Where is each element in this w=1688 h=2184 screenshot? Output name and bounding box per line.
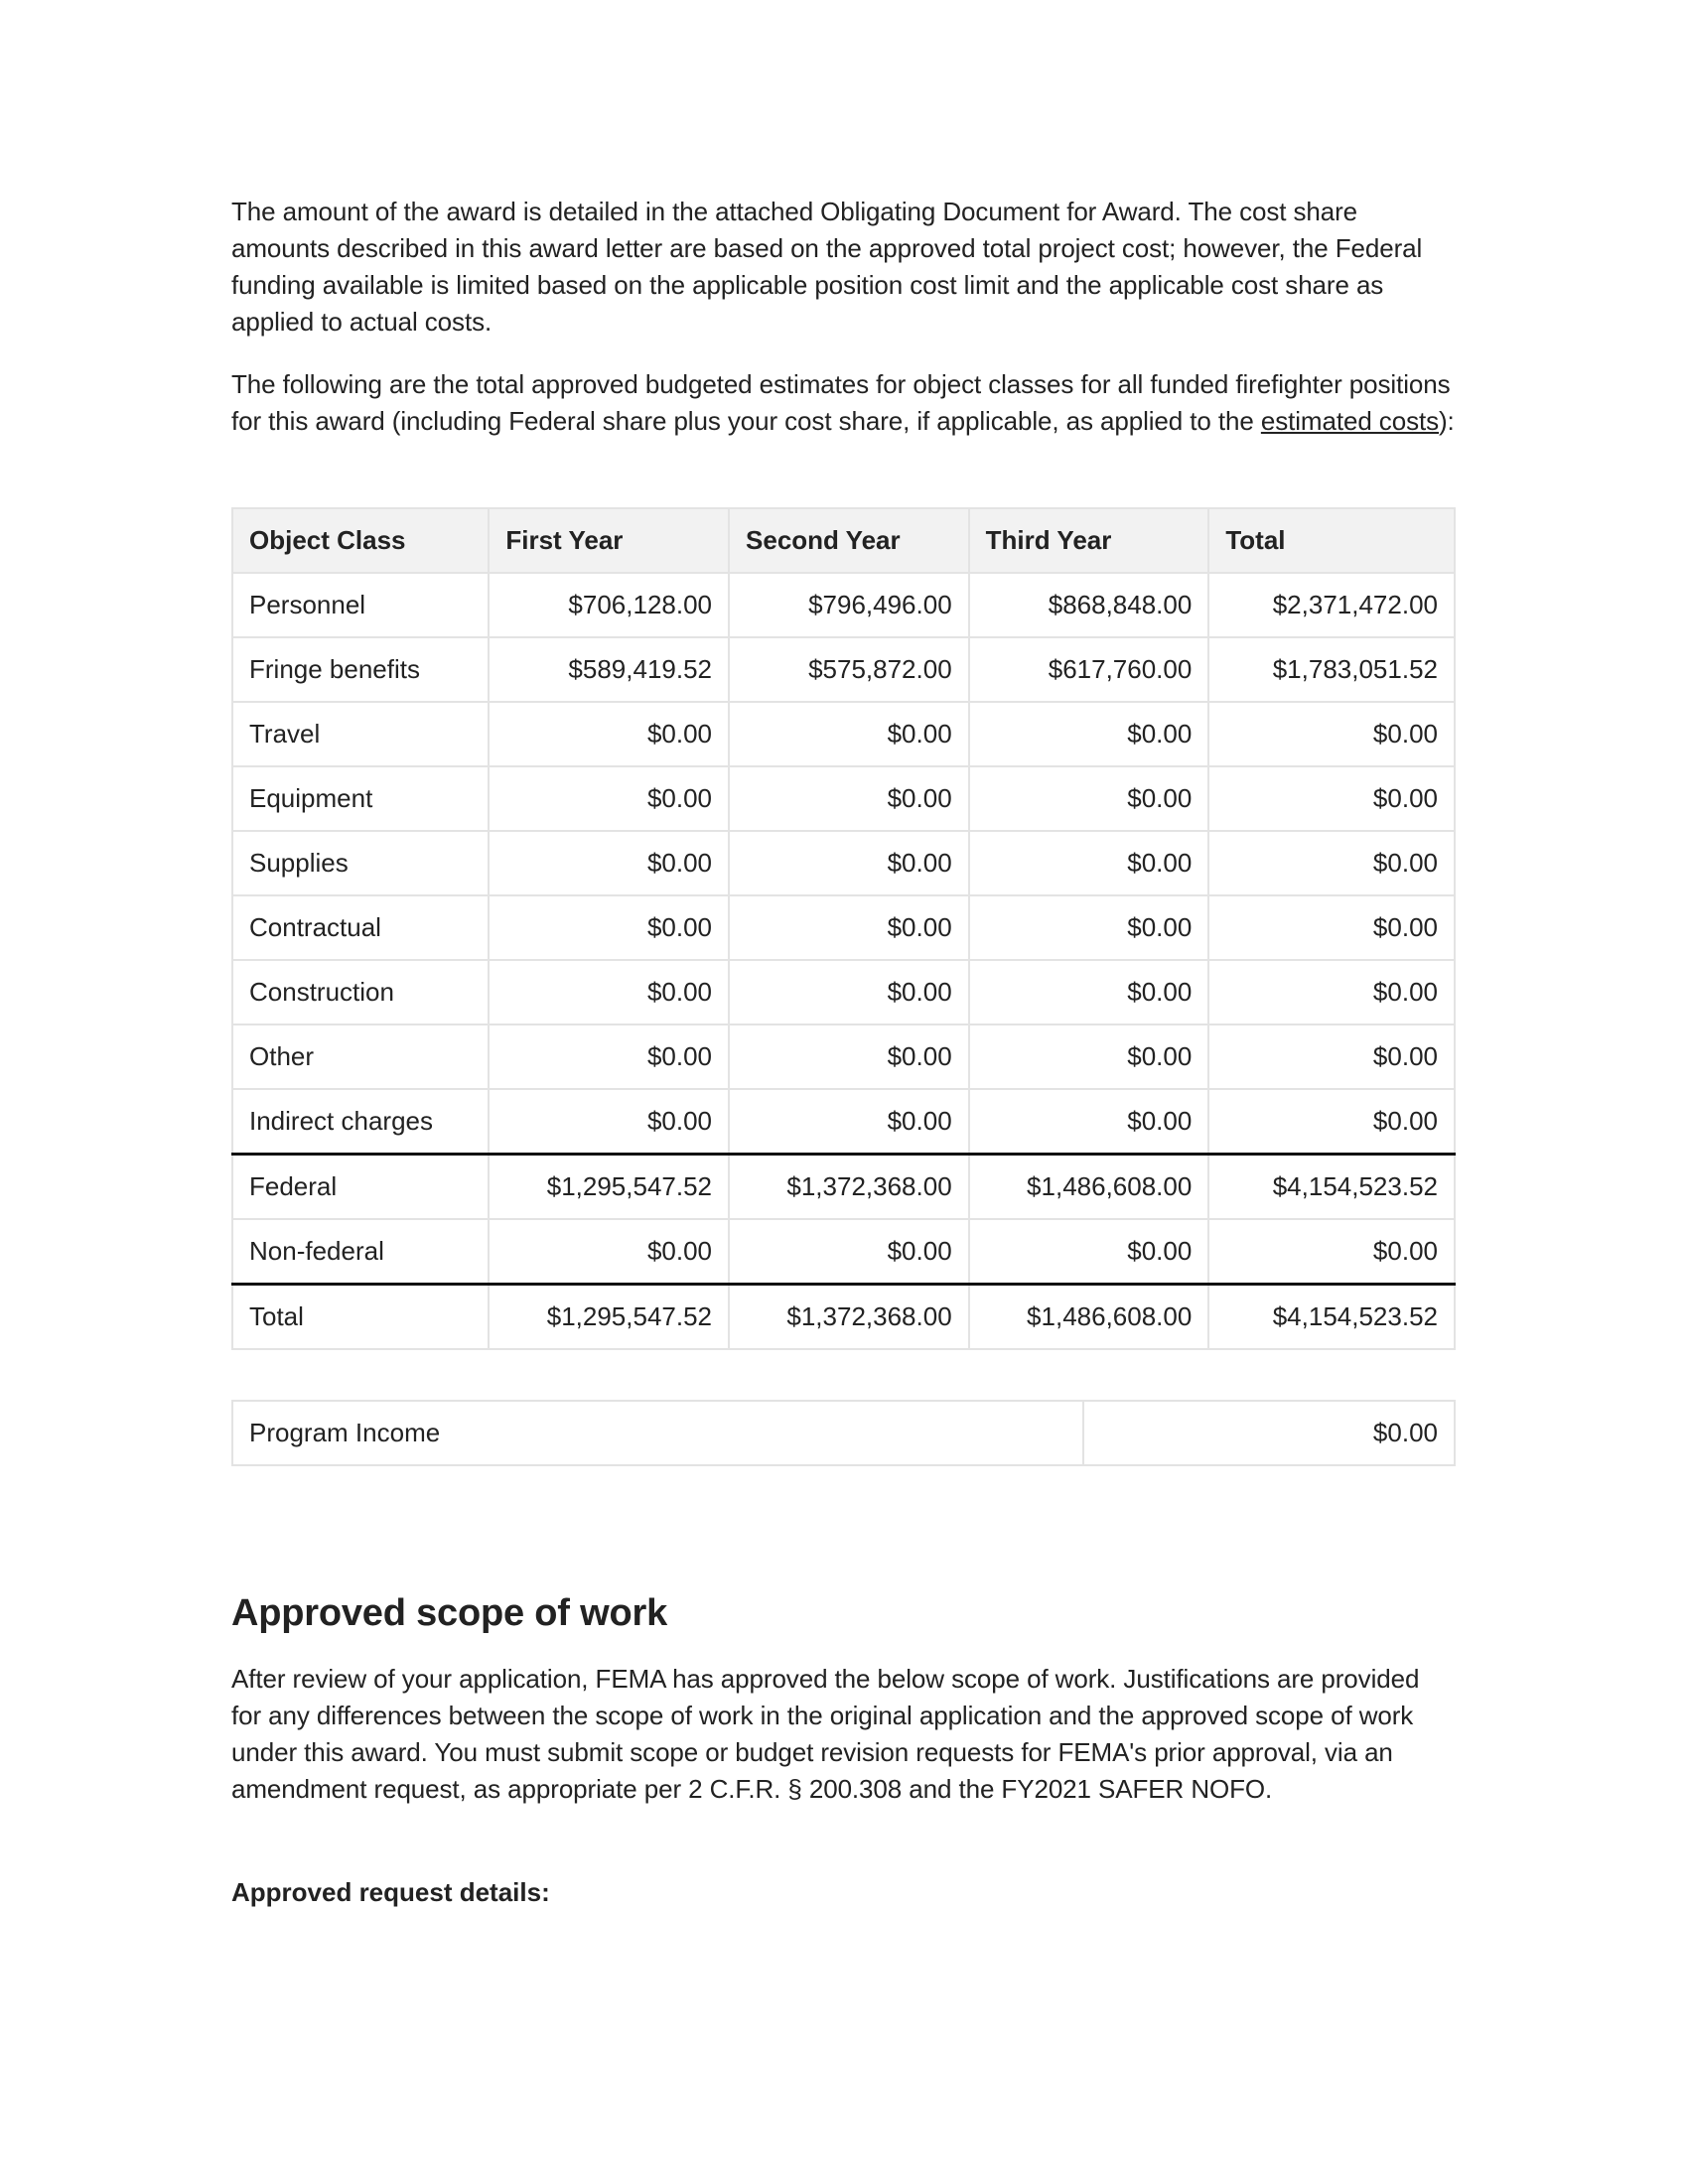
amount-cell: $0.00: [729, 831, 969, 895]
amount-cell: $0.00: [489, 702, 729, 766]
table-row: [232, 702, 1455, 766]
program-income-value: $0.00: [1083, 1401, 1455, 1465]
column-header-total: Total: [1208, 508, 1455, 573]
budget-table: [231, 507, 1456, 1350]
budget-intro-suffix: ):: [1439, 406, 1455, 436]
amount-cell: $0.00: [1208, 1024, 1455, 1089]
amount-cell: $0.00: [489, 895, 729, 960]
column-header-third-year: Third Year: [969, 508, 1209, 573]
program-income-row: [232, 1401, 1455, 1465]
amount-cell: $0.00: [969, 895, 1209, 960]
amount-cell: $0.00: [1208, 1219, 1455, 1285]
amount-cell: $1,486,608.00: [969, 1155, 1209, 1220]
object-class-cell: Equipment: [232, 766, 489, 831]
amount-cell: $4,154,523.52: [1208, 1155, 1455, 1220]
amount-cell: $4,154,523.52: [1208, 1285, 1455, 1350]
object-class-cell: Federal: [232, 1155, 489, 1220]
object-class-cell: Total: [232, 1285, 489, 1350]
table-row: [232, 1219, 1455, 1285]
table-row: [232, 573, 1455, 637]
amount-cell: $0.00: [1208, 895, 1455, 960]
amount-cell: $0.00: [969, 1024, 1209, 1089]
object-class-cell: Personnel: [232, 573, 489, 637]
amount-cell: $0.00: [489, 1024, 729, 1089]
amount-cell: $617,760.00: [969, 637, 1209, 702]
table-row: [232, 1285, 1455, 1350]
amount-cell: $0.00: [729, 766, 969, 831]
amount-cell: $1,295,547.52: [489, 1285, 729, 1350]
amount-cell: $0.00: [1208, 766, 1455, 831]
amount-cell: $0.00: [729, 1089, 969, 1155]
object-class-cell: Indirect charges: [232, 1089, 489, 1155]
program-income-label: Program Income: [232, 1401, 1083, 1465]
amount-cell: $0.00: [969, 1219, 1209, 1285]
amount-cell: $0.00: [729, 702, 969, 766]
column-header-second-year: Second Year: [729, 508, 969, 573]
amount-cell: $2,371,472.00: [1208, 573, 1455, 637]
amount-cell: $0.00: [1208, 960, 1455, 1024]
table-row: [232, 1155, 1455, 1220]
amount-cell: $575,872.00: [729, 637, 969, 702]
table-row: [232, 831, 1455, 895]
table-row: [232, 895, 1455, 960]
amount-cell: $589,419.52: [489, 637, 729, 702]
section-heading-approved-scope: Approved scope of work: [231, 1592, 668, 1634]
amount-cell: $0.00: [489, 960, 729, 1024]
amount-cell: $1,295,547.52: [489, 1155, 729, 1220]
amount-cell: $0.00: [969, 702, 1209, 766]
object-class-cell: Travel: [232, 702, 489, 766]
column-header-object-class: Object Class: [232, 508, 489, 573]
amount-cell: $796,496.00: [729, 573, 969, 637]
amount-cell: $0.00: [1208, 831, 1455, 895]
amount-cell: $0.00: [489, 831, 729, 895]
object-class-cell: Non-federal: [232, 1219, 489, 1285]
budget-intro-paragraph: [231, 366, 1455, 440]
amount-cell: $0.00: [729, 1219, 969, 1285]
amount-cell: $0.00: [1208, 702, 1455, 766]
amount-cell: $0.00: [729, 960, 969, 1024]
amount-cell: $1,372,368.00: [729, 1285, 969, 1350]
table-row: [232, 766, 1455, 831]
estimated-costs-link[interactable]: estimated costs: [1260, 406, 1439, 436]
amount-cell: $0.00: [729, 1024, 969, 1089]
award-amount-paragraph: The amount of the award is detailed in the attached Obligating Document for Award. The cost share amounts described in this award letter are based on the approved total project cost; however, the Federal funding available is limited based on the applicable position cost limit and the applicable cost share as applied to actual costs.: [231, 197, 1423, 337]
table-row: [232, 1024, 1455, 1089]
column-header-first-year: First Year: [489, 508, 729, 573]
amount-cell: $0.00: [969, 1089, 1209, 1155]
amount-cell: $706,128.00: [489, 573, 729, 637]
amount-cell: $0.00: [969, 831, 1209, 895]
amount-cell: $868,848.00: [969, 573, 1209, 637]
object-class-cell: Construction: [232, 960, 489, 1024]
amount-cell: $0.00: [729, 895, 969, 960]
object-class-cell: Supplies: [232, 831, 489, 895]
approved-request-details-heading: Approved request details:: [231, 1877, 550, 1907]
object-class-cell: Contractual: [232, 895, 489, 960]
amount-cell: $0.00: [489, 766, 729, 831]
table-row: [232, 1089, 1455, 1155]
amount-cell: $0.00: [969, 960, 1209, 1024]
object-class-cell: Fringe benefits: [232, 637, 489, 702]
budget-intro-text: The following are the total approved budgeted estimates for object classes for all funded firefighter positions for this award (including Federal share plus your cost share, if applicable, as applied to the: [231, 369, 1451, 436]
scope-paragraph: After review of your application, FEMA has approved the below scope of work. Justifications are provided for any differences between the scope of work in the original application and the approved scope of work under this award. You must submit scope or budget revision requests for FEMA's prior approval, via an amendment request, as appropriate per 2 C.F.R. § 200.308 and the FY2021 SAFER NOFO.: [231, 1664, 1420, 1804]
table-row: [232, 960, 1455, 1024]
table-row: [232, 637, 1455, 702]
table-header-row: [232, 508, 1455, 573]
amount-cell: $0.00: [489, 1089, 729, 1155]
amount-cell: $1,783,051.52: [1208, 637, 1455, 702]
amount-cell: $0.00: [489, 1219, 729, 1285]
amount-cell: $0.00: [1208, 1089, 1455, 1155]
program-income-table: [231, 1400, 1456, 1466]
amount-cell: $1,486,608.00: [969, 1285, 1209, 1350]
object-class-cell: Other: [232, 1024, 489, 1089]
amount-cell: $1,372,368.00: [729, 1155, 969, 1220]
amount-cell: $0.00: [969, 766, 1209, 831]
